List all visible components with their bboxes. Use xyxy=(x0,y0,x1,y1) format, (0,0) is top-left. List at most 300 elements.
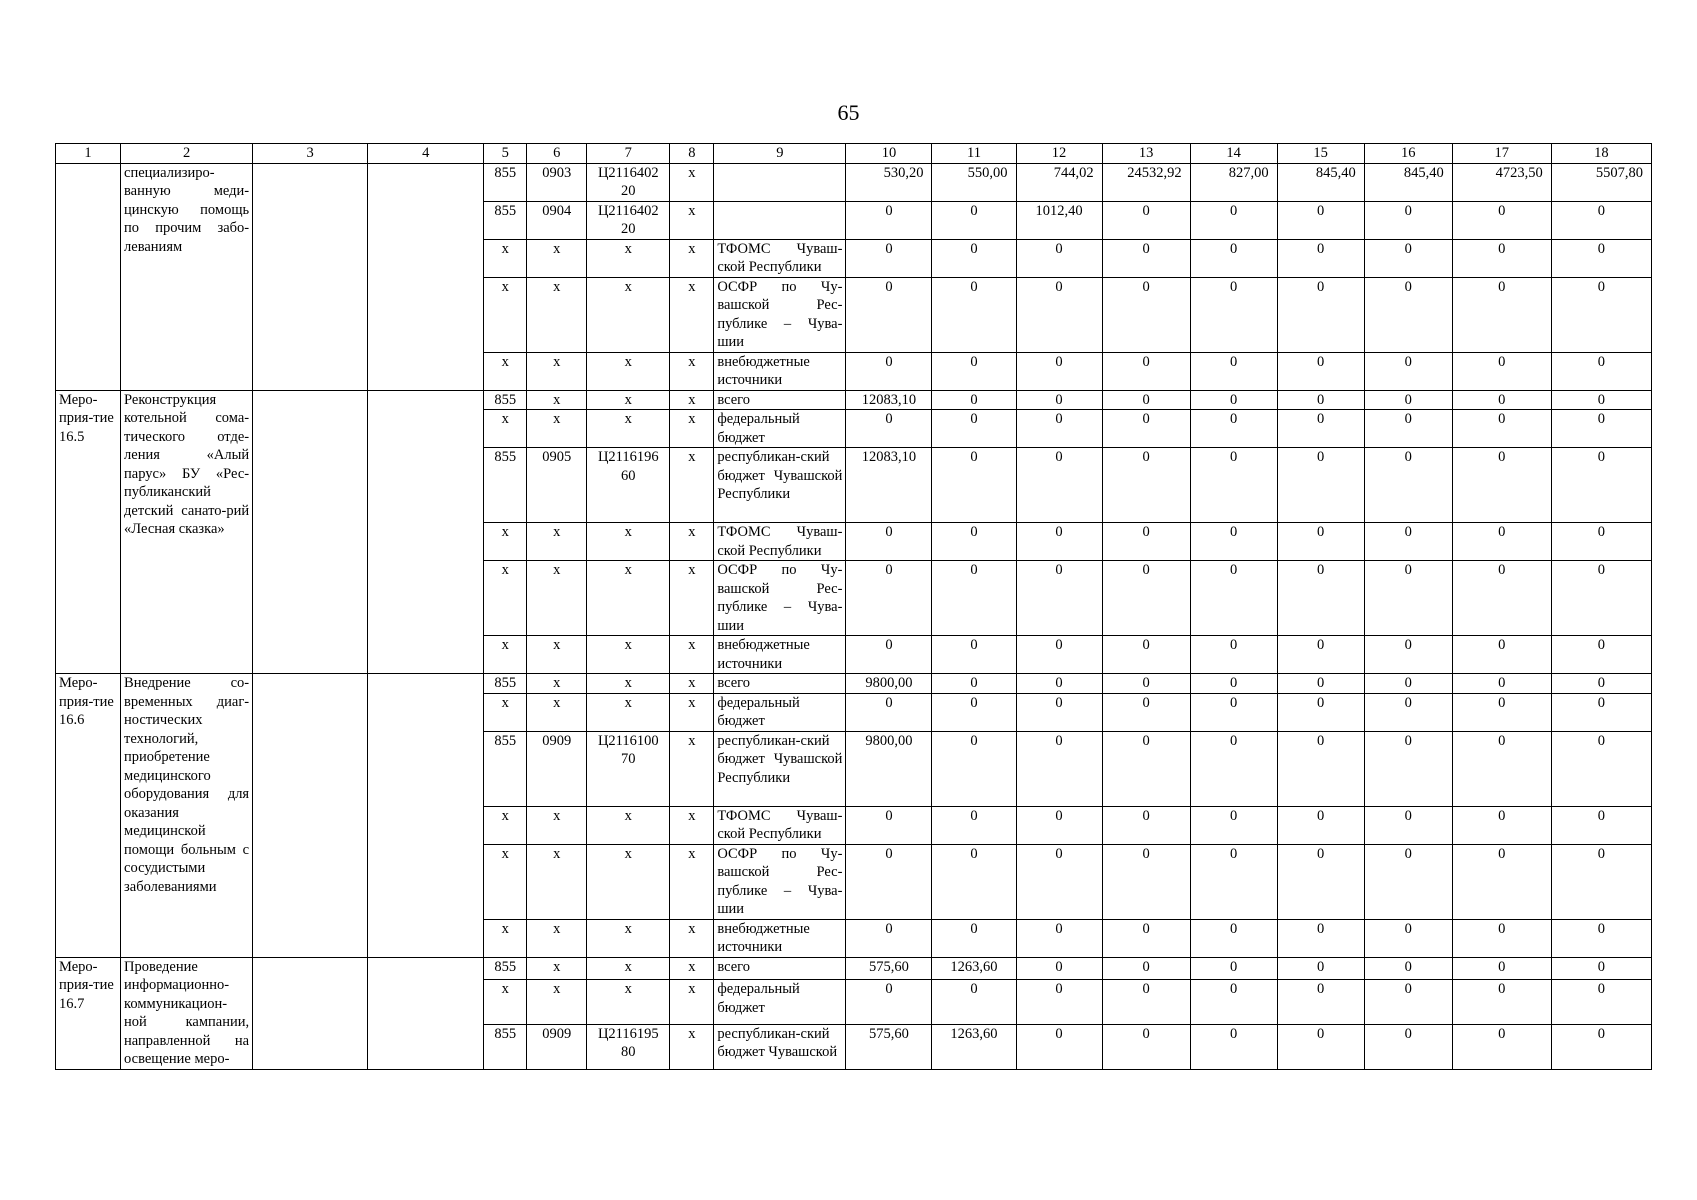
source-cell: ОСФР по Чу-вашской Рес-публике – Чува-шии xyxy=(714,277,846,352)
code-cell-c6: 0903 xyxy=(527,163,587,201)
value-cell: 0 xyxy=(1551,980,1651,1025)
code-cell-c8: х xyxy=(670,693,714,731)
value-cell: 0 xyxy=(1551,390,1651,410)
value-cell: 0 xyxy=(1190,390,1277,410)
value-cell: 0 xyxy=(1277,636,1364,674)
value-cell: 0 xyxy=(1190,731,1277,806)
source-cell: всего xyxy=(714,957,846,980)
code-cell-c7: Ц2116195 80 xyxy=(587,1024,670,1069)
code-cell-c8: х xyxy=(670,390,714,410)
value-cell: 0 xyxy=(846,844,932,919)
source-cell: республикан-ский бюджет Чувашской Республики xyxy=(714,448,846,523)
code-cell-c5: 855 xyxy=(484,1024,527,1069)
code-cell-c8: х xyxy=(670,410,714,448)
value-cell: 0 xyxy=(1277,919,1364,957)
value-cell: 744,02 xyxy=(1016,163,1102,201)
value-cell: 0 xyxy=(846,352,932,390)
code-cell-c6: 0904 xyxy=(527,201,587,239)
code-cell-c8: х xyxy=(670,957,714,980)
value-cell: 0 xyxy=(1190,277,1277,352)
value-cell: 0 xyxy=(1551,410,1651,448)
source-cell: всего xyxy=(714,674,846,694)
value-cell: 0 xyxy=(1102,410,1190,448)
value-cell: 0 xyxy=(1190,980,1277,1025)
value-cell: 0 xyxy=(1016,352,1102,390)
source-cell xyxy=(714,201,846,239)
responsible-cell xyxy=(368,163,484,390)
value-cell: 0 xyxy=(1102,239,1190,277)
value-cell: 0 xyxy=(1190,523,1277,561)
value-cell: 12083,10 xyxy=(846,390,932,410)
value-cell: 0 xyxy=(846,636,932,674)
header-cell: 7 xyxy=(587,144,670,164)
value-cell: 0 xyxy=(1190,674,1277,694)
code-cell-c5: х xyxy=(484,636,527,674)
value-cell: 0 xyxy=(1277,448,1364,523)
code-cell-c8: х xyxy=(670,277,714,352)
header-cell: 15 xyxy=(1277,144,1364,164)
value-cell: 0 xyxy=(1452,674,1551,694)
code-cell-c5: х xyxy=(484,239,527,277)
value-cell: 0 xyxy=(1452,201,1551,239)
header-cell: 8 xyxy=(670,144,714,164)
value-cell: 0 xyxy=(1364,390,1452,410)
value-cell: 0 xyxy=(1016,674,1102,694)
value-cell: 0 xyxy=(1102,731,1190,806)
value-cell: 0 xyxy=(1277,390,1364,410)
value-cell: 0 xyxy=(1551,277,1651,352)
value-cell: 0 xyxy=(1016,561,1102,636)
header-cell: 6 xyxy=(527,144,587,164)
value-cell: 0 xyxy=(1551,239,1651,277)
code-cell-c6: х xyxy=(527,674,587,694)
header-cell: 13 xyxy=(1102,144,1190,164)
code-cell-c7: х xyxy=(587,844,670,919)
table-row xyxy=(56,674,1652,694)
value-cell: 0 xyxy=(1277,806,1364,844)
value-cell: 0 xyxy=(1452,352,1551,390)
value-cell: 845,40 xyxy=(1364,163,1452,201)
value-cell: 0 xyxy=(846,806,932,844)
description-cell: Реконструкция котельной сома-тического отде-ления «Алый парус» БУ «Рес-публиканский детский санато-рий «Лесная сказка» xyxy=(121,390,253,674)
code-cell-c7: х xyxy=(587,674,670,694)
value-cell: 0 xyxy=(932,410,1016,448)
header-cell: 12 xyxy=(1016,144,1102,164)
measure-cell: Меро-прия-тие 16.5 xyxy=(56,390,121,674)
code-cell-c6: х xyxy=(527,523,587,561)
value-cell: 0 xyxy=(1190,448,1277,523)
header-cell: 2 xyxy=(121,144,253,164)
header-cell: 11 xyxy=(932,144,1016,164)
value-cell: 0 xyxy=(1364,636,1452,674)
value-cell: 0 xyxy=(932,352,1016,390)
code-cell-c7: х xyxy=(587,806,670,844)
value-cell: 0 xyxy=(1102,919,1190,957)
value-cell: 0 xyxy=(1016,1024,1102,1069)
code-cell-c8: х xyxy=(670,239,714,277)
value-cell: 0 xyxy=(1102,352,1190,390)
value-cell: 1012,40 xyxy=(1016,201,1102,239)
code-cell-c6: х xyxy=(527,239,587,277)
value-cell: 0 xyxy=(846,239,932,277)
source-cell: ТФОМС Чуваш-ской Республики xyxy=(714,239,846,277)
value-cell: 0 xyxy=(1551,352,1651,390)
header-cell: 17 xyxy=(1452,144,1551,164)
budget-table xyxy=(55,143,1652,1070)
value-cell: 0 xyxy=(1102,561,1190,636)
value-cell: 0 xyxy=(1102,201,1190,239)
value-cell: 0 xyxy=(1364,410,1452,448)
value-cell: 0 xyxy=(932,919,1016,957)
source-cell: ОСФР по Чу-вашской Рес-публике – Чува-шии xyxy=(714,561,846,636)
value-cell: 0 xyxy=(1016,277,1102,352)
code-cell-c5: 855 xyxy=(484,957,527,980)
value-cell: 0 xyxy=(1102,277,1190,352)
value-cell: 0 xyxy=(846,561,932,636)
code-cell-c5: 855 xyxy=(484,163,527,201)
value-cell: 0 xyxy=(1452,731,1551,806)
value-cell: 0 xyxy=(932,693,1016,731)
value-cell: 0 xyxy=(1364,201,1452,239)
source-cell: федеральный бюджет xyxy=(714,410,846,448)
value-cell: 0 xyxy=(932,636,1016,674)
value-cell: 0 xyxy=(1277,1024,1364,1069)
value-cell: 12083,10 xyxy=(846,448,932,523)
value-cell: 9800,00 xyxy=(846,731,932,806)
value-cell: 0 xyxy=(1551,674,1651,694)
value-cell: 0 xyxy=(1277,277,1364,352)
value-cell: 9800,00 xyxy=(846,674,932,694)
code-cell-c5: 855 xyxy=(484,201,527,239)
value-cell: 0 xyxy=(1016,390,1102,410)
code-cell-c8: х xyxy=(670,1024,714,1069)
value-cell: 0 xyxy=(1016,636,1102,674)
header-cell: 16 xyxy=(1364,144,1452,164)
code-cell-c7: х xyxy=(587,561,670,636)
value-cell: 0 xyxy=(846,201,932,239)
value-cell: 0 xyxy=(1102,844,1190,919)
value-cell: 0 xyxy=(1364,806,1452,844)
header-cell: 10 xyxy=(846,144,932,164)
code-cell-c5: х xyxy=(484,352,527,390)
table-row xyxy=(56,163,1652,201)
value-cell: 0 xyxy=(1452,1024,1551,1069)
value-cell: 0 xyxy=(1452,239,1551,277)
responsible-cell xyxy=(368,674,484,958)
source-cell: федеральный бюджет xyxy=(714,980,846,1025)
value-cell: 845,40 xyxy=(1277,163,1364,201)
value-cell: 0 xyxy=(1551,448,1651,523)
description-cell: специализиро-ванную меди-цинскую помощь по прочим забо-леваниям xyxy=(121,163,253,390)
value-cell: 0 xyxy=(1016,693,1102,731)
value-cell: 0 xyxy=(1277,201,1364,239)
value-cell: 0 xyxy=(846,693,932,731)
code-cell-c7: Ц2116100 70 xyxy=(587,731,670,806)
value-cell: 0 xyxy=(932,844,1016,919)
value-cell: 550,00 xyxy=(932,163,1016,201)
code-cell-c6: х xyxy=(527,919,587,957)
source-cell: всего xyxy=(714,390,846,410)
value-cell: 0 xyxy=(1102,448,1190,523)
value-cell: 0 xyxy=(1102,806,1190,844)
source-cell: республикан-ский бюджет Чувашской xyxy=(714,1024,846,1069)
value-cell: 0 xyxy=(1016,844,1102,919)
value-cell: 0 xyxy=(1452,561,1551,636)
value-cell: 0 xyxy=(1551,201,1651,239)
value-cell: 0 xyxy=(1551,957,1651,980)
responsible-cell xyxy=(368,957,484,1069)
code-cell-c7: х xyxy=(587,277,670,352)
header-cell: 4 xyxy=(368,144,484,164)
code-cell-c5: х xyxy=(484,980,527,1025)
value-cell: 0 xyxy=(1364,957,1452,980)
code-cell-c8: х xyxy=(670,731,714,806)
code-cell-c5: х xyxy=(484,277,527,352)
value-cell: 0 xyxy=(1364,352,1452,390)
code-cell-c7: Ц2116196 60 xyxy=(587,448,670,523)
code-cell-c5: х xyxy=(484,806,527,844)
header-row xyxy=(56,144,1652,164)
value-cell: 0 xyxy=(1190,1024,1277,1069)
value-cell: 0 xyxy=(1190,919,1277,957)
value-cell: 0 xyxy=(1190,806,1277,844)
value-cell: 0 xyxy=(932,731,1016,806)
value-cell: 0 xyxy=(1016,239,1102,277)
value-cell: 0 xyxy=(1277,561,1364,636)
value-cell: 0 xyxy=(932,448,1016,523)
code-cell-c8: х xyxy=(670,674,714,694)
value-cell: 0 xyxy=(1364,919,1452,957)
code-cell-c8: х xyxy=(670,636,714,674)
value-cell: 0 xyxy=(1277,352,1364,390)
value-cell: 0 xyxy=(1277,844,1364,919)
value-cell: 0 xyxy=(1364,980,1452,1025)
source-cell: внебюджетные источники xyxy=(714,919,846,957)
value-cell: 0 xyxy=(1452,980,1551,1025)
value-cell: 0 xyxy=(1277,731,1364,806)
page-number: 65 xyxy=(837,100,860,125)
value-cell: 0 xyxy=(932,390,1016,410)
code-cell-c6: 0905 xyxy=(527,448,587,523)
code-cell-c8: х xyxy=(670,352,714,390)
code-cell-c8: х xyxy=(670,163,714,201)
value-cell: 0 xyxy=(1452,390,1551,410)
value-cell: 0 xyxy=(1452,693,1551,731)
header-cell: 5 xyxy=(484,144,527,164)
value-cell: 0 xyxy=(1551,731,1651,806)
code-cell-c7: х xyxy=(587,919,670,957)
header-cell: 18 xyxy=(1551,144,1651,164)
value-cell: 0 xyxy=(1102,693,1190,731)
value-cell: 0 xyxy=(1452,806,1551,844)
responsible-cell xyxy=(368,390,484,674)
value-cell: 0 xyxy=(1190,239,1277,277)
code-cell-c7: х xyxy=(587,980,670,1025)
code-cell-c7: Ц2116402 20 xyxy=(587,163,670,201)
value-cell: 0 xyxy=(846,410,932,448)
value-cell: 0 xyxy=(846,277,932,352)
code-cell-c7: х xyxy=(587,636,670,674)
value-cell: 0 xyxy=(1277,523,1364,561)
value-cell: 0 xyxy=(1364,561,1452,636)
value-cell: 0 xyxy=(1190,352,1277,390)
value-cell: 0 xyxy=(1102,980,1190,1025)
code-cell-c6: х xyxy=(527,693,587,731)
code-cell-c7: х xyxy=(587,693,670,731)
source-cell: внебюджетные источники xyxy=(714,636,846,674)
value-cell: 0 xyxy=(1016,523,1102,561)
value-cell: 0 xyxy=(1102,523,1190,561)
value-cell: 0 xyxy=(1016,806,1102,844)
source-cell: ОСФР по Чу-вашской Рес-публике – Чува-шии xyxy=(714,844,846,919)
value-cell: 0 xyxy=(1551,561,1651,636)
value-cell: 0 xyxy=(1102,957,1190,980)
value-cell: 0 xyxy=(1190,410,1277,448)
code-cell-c6: х xyxy=(527,636,587,674)
value-cell: 0 xyxy=(932,674,1016,694)
code-cell-c8: х xyxy=(670,561,714,636)
value-cell: 0 xyxy=(1190,844,1277,919)
code-cell-c5: х xyxy=(484,919,527,957)
code-cell-c8: х xyxy=(670,919,714,957)
code-cell-c7: Ц2116402 20 xyxy=(587,201,670,239)
value-cell: 0 xyxy=(1364,277,1452,352)
code-cell-c6: х xyxy=(527,806,587,844)
measure-cell xyxy=(56,163,121,390)
code-cell-c7: х xyxy=(587,239,670,277)
source-cell: республикан-ский бюджет Чувашской Республики xyxy=(714,731,846,806)
value-cell: 0 xyxy=(846,523,932,561)
code-cell-c8: х xyxy=(670,448,714,523)
code-cell-c8: х xyxy=(670,523,714,561)
value-cell: 0 xyxy=(1452,919,1551,957)
table-row xyxy=(56,390,1652,410)
source-cell: федеральный бюджет xyxy=(714,693,846,731)
value-cell: 0 xyxy=(1364,239,1452,277)
code-cell-c5: 855 xyxy=(484,674,527,694)
value-cell: 0 xyxy=(1190,201,1277,239)
code-cell-c6: х xyxy=(527,844,587,919)
value-cell: 0 xyxy=(1452,448,1551,523)
code-cell-c6: х xyxy=(527,352,587,390)
code-cell-c6: х xyxy=(527,410,587,448)
value-cell: 0 xyxy=(1364,448,1452,523)
code-cell-c5: 855 xyxy=(484,731,527,806)
value-cell: 0 xyxy=(932,980,1016,1025)
code-cell-c8: х xyxy=(670,980,714,1025)
code-cell-c6: х xyxy=(527,277,587,352)
code-cell-c5: х xyxy=(484,693,527,731)
value-cell: 0 xyxy=(1277,693,1364,731)
value-cell: 5507,80 xyxy=(1551,163,1651,201)
code-cell-c5: 855 xyxy=(484,448,527,523)
value-cell: 0 xyxy=(1102,674,1190,694)
code-cell-c6: 0909 xyxy=(527,731,587,806)
value-cell: 530,20 xyxy=(846,163,932,201)
source-cell: ТФОМС Чуваш-ской Республики xyxy=(714,523,846,561)
code-cell-c7: х xyxy=(587,352,670,390)
code-cell-c5: х xyxy=(484,523,527,561)
value-cell: 0 xyxy=(1452,844,1551,919)
header-cell: 9 xyxy=(714,144,846,164)
code-cell-c8: х xyxy=(670,201,714,239)
value-cell: 0 xyxy=(1452,523,1551,561)
value-cell: 24532,92 xyxy=(1102,163,1190,201)
header-cell: 1 xyxy=(56,144,121,164)
code-cell-c6: 0909 xyxy=(527,1024,587,1069)
value-cell: 0 xyxy=(1277,410,1364,448)
code-cell-c6: х xyxy=(527,561,587,636)
executor-cell xyxy=(253,957,368,1069)
value-cell: 0 xyxy=(1551,693,1651,731)
value-cell: 0 xyxy=(1277,957,1364,980)
value-cell: 0 xyxy=(1016,731,1102,806)
value-cell: 0 xyxy=(1102,1024,1190,1069)
value-cell: 0 xyxy=(932,239,1016,277)
value-cell: 0 xyxy=(1551,844,1651,919)
code-cell-c5: х xyxy=(484,561,527,636)
code-cell-c5: х xyxy=(484,844,527,919)
value-cell: 575,60 xyxy=(846,1024,932,1069)
value-cell: 0 xyxy=(1551,636,1651,674)
description-cell: Внедрение со-временных диаг-ностических технологий, приобретение медицинского оборудования для оказания медицинской помощи больным с сосудистыми заболеваниями xyxy=(121,674,253,958)
value-cell: 4723,50 xyxy=(1452,163,1551,201)
measure-cell: Меро-прия-тие 16.7 xyxy=(56,957,121,1069)
value-cell: 0 xyxy=(932,277,1016,352)
value-cell: 0 xyxy=(1190,561,1277,636)
value-cell: 0 xyxy=(1102,636,1190,674)
code-cell-c5: х xyxy=(484,410,527,448)
value-cell: 0 xyxy=(1016,919,1102,957)
measure-cell: Меро-прия-тие 16.6 xyxy=(56,674,121,958)
code-cell-c7: х xyxy=(587,410,670,448)
value-cell: 0 xyxy=(1190,636,1277,674)
value-cell: 0 xyxy=(1190,957,1277,980)
value-cell: 0 xyxy=(932,806,1016,844)
value-cell: 0 xyxy=(1364,1024,1452,1069)
value-cell: 0 xyxy=(1551,1024,1651,1069)
value-cell: 0 xyxy=(1551,523,1651,561)
code-cell-c7: х xyxy=(587,390,670,410)
executor-cell xyxy=(253,390,368,674)
source-cell xyxy=(714,163,846,201)
code-cell-c8: х xyxy=(670,844,714,919)
value-cell: 575,60 xyxy=(846,957,932,980)
code-cell-c6: х xyxy=(527,390,587,410)
executor-cell xyxy=(253,163,368,390)
value-cell: 0 xyxy=(1551,919,1651,957)
value-cell: 1263,60 xyxy=(932,1024,1016,1069)
value-cell: 0 xyxy=(1452,957,1551,980)
value-cell: 0 xyxy=(1452,277,1551,352)
value-cell: 1263,60 xyxy=(932,957,1016,980)
value-cell: 0 xyxy=(1016,448,1102,523)
code-cell-c7: х xyxy=(587,957,670,980)
code-cell-c6: х xyxy=(527,957,587,980)
value-cell: 0 xyxy=(1102,390,1190,410)
value-cell: 0 xyxy=(1016,980,1102,1025)
source-cell: ТФОМС Чуваш-ской Республики xyxy=(714,806,846,844)
code-cell-c5: 855 xyxy=(484,390,527,410)
value-cell: 0 xyxy=(1016,410,1102,448)
executor-cell xyxy=(253,674,368,958)
header-cell: 3 xyxy=(253,144,368,164)
description-cell: Проведение информационно-коммуникацион-ной кампании, направленной на освещение меро- xyxy=(121,957,253,1069)
code-cell-c7: х xyxy=(587,523,670,561)
table-row xyxy=(56,957,1652,980)
value-cell: 0 xyxy=(846,919,932,957)
value-cell: 0 xyxy=(1190,693,1277,731)
